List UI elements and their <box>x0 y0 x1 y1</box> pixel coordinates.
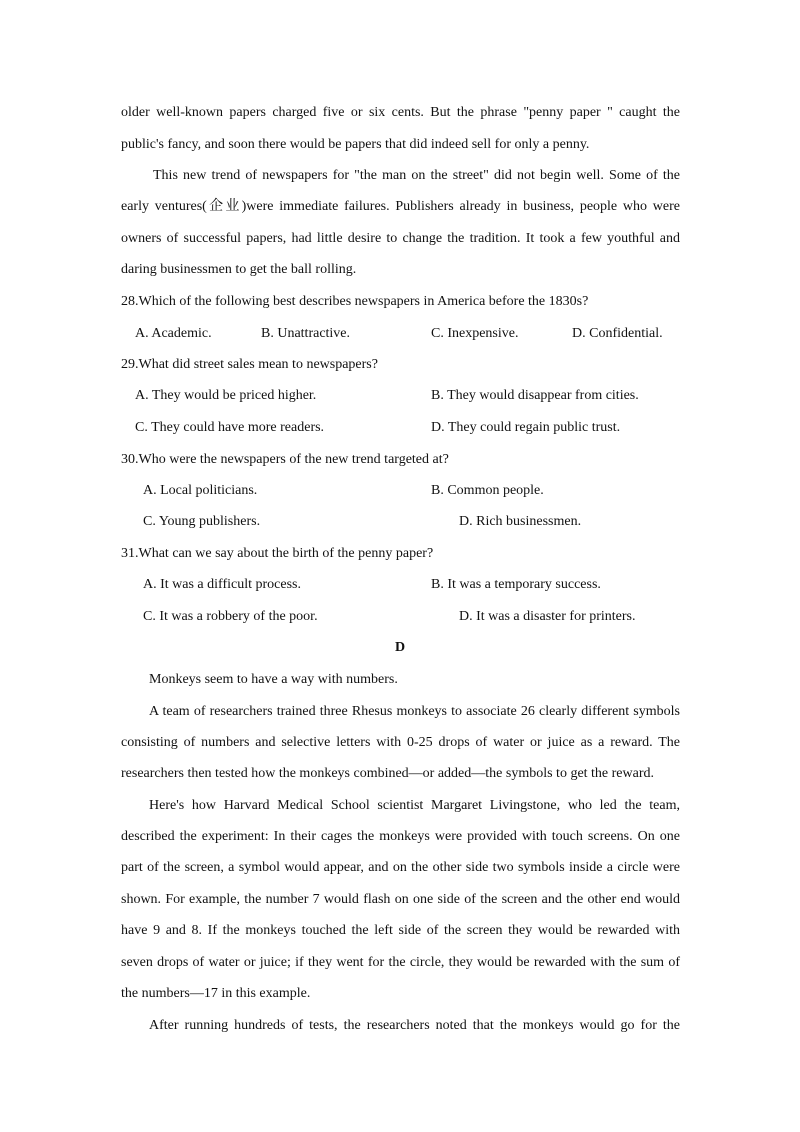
question-29-stem: 29.What did street sales mean to newspapers? <box>121 357 378 372</box>
question-28-option-a: A. Academic. <box>135 326 212 341</box>
question-31-stem: 31.What can we say about the birth of the penny paper? <box>121 546 434 561</box>
question-28-option-d: D. Confidential. <box>572 326 663 341</box>
passage-line: seven drops of water or juice; if they went for the circle, they would be rewarded with the sum of <box>121 955 680 970</box>
question-31-option-c: C. It was a robbery of the poor. <box>143 609 318 624</box>
passage-line: part of the screen, a symbol would appear, and on the other side two symbols inside a circle were <box>121 860 680 875</box>
question-30-option-d: D. Rich businessmen. <box>459 514 582 529</box>
question-29-option-c: C. They could have more readers. <box>135 420 325 435</box>
passage-line: older well-known papers charged five or six cents. But the phrase "penny paper " caught the <box>121 105 680 120</box>
passage-line: Here's how Harvard Medical School scientist Margaret Livingstone, who led the team, <box>149 798 680 813</box>
question-30-option-b: B. Common people. <box>431 483 544 498</box>
passage-line: Monkeys seem to have a way with numbers. <box>149 672 398 687</box>
passage-line: public's fancy, and soon there would be papers that did indeed sell for only a penny. <box>121 137 590 152</box>
passage-line: owners of successful papers, had little desire to change the tradition. It took a few youthful and <box>121 231 680 246</box>
question-31-option-d: D. It was a disaster for printers. <box>459 609 636 624</box>
question-28-option-c: C. Inexpensive. <box>431 326 519 341</box>
question-31-option-a: A. It was a difficult process. <box>143 577 301 592</box>
passage-line: have 9 and 8. If the monkeys touched the left side of the screen they would be rewarded with <box>121 923 680 938</box>
question-29-option-d: D. They could regain public trust. <box>431 420 621 435</box>
passage-line: consisting of numbers and selective letters with 0-25 drops of water or juice as a reward. The <box>121 735 680 750</box>
passage-line: A team of researchers trained three Rhesus monkeys to associate 26 clearly different symbols <box>149 704 680 719</box>
question-29-option-b: B. They would disappear from cities. <box>431 388 639 403</box>
passage-line: This new trend of newspapers for "the man on the street" did not begin well. Some of the <box>153 168 680 183</box>
question-28-option-b: B. Unattractive. <box>261 326 351 341</box>
passage-line: described the experiment: In their cages the monkeys were provided with touch screens. On one <box>121 829 680 844</box>
question-30-option-c: C. Young publishers. <box>143 514 261 529</box>
question-30-option-a: A. Local politicians. <box>143 483 258 498</box>
passage-line: the numbers—17 in this example. <box>121 986 311 1001</box>
passage-line: shown. For example, the number 7 would flash on one side of the screen and the other end would <box>121 892 680 907</box>
question-30-stem: 30.Who were the newspapers of the new trend targeted at? <box>121 452 449 467</box>
section-heading-d: D <box>394 640 406 655</box>
passage-line: researchers then tested how the monkeys combined—or added—the symbols to get the reward. <box>121 766 655 781</box>
question-28-stem: 28.Which of the following best describes newspapers in America before the 1830s? <box>121 294 589 309</box>
question-29-option-a: A. They would be priced higher. <box>135 388 317 403</box>
passage-line: daring businessmen to get the ball rolling. <box>121 262 357 277</box>
question-31-option-b: B. It was a temporary success. <box>431 577 601 592</box>
passage-line: early ventures(企业)were immediate failures. Publishers already in business, people who were <box>121 199 680 214</box>
passage-line: After running hundreds of tests, the researchers noted that the monkeys would go for the <box>149 1018 680 1033</box>
